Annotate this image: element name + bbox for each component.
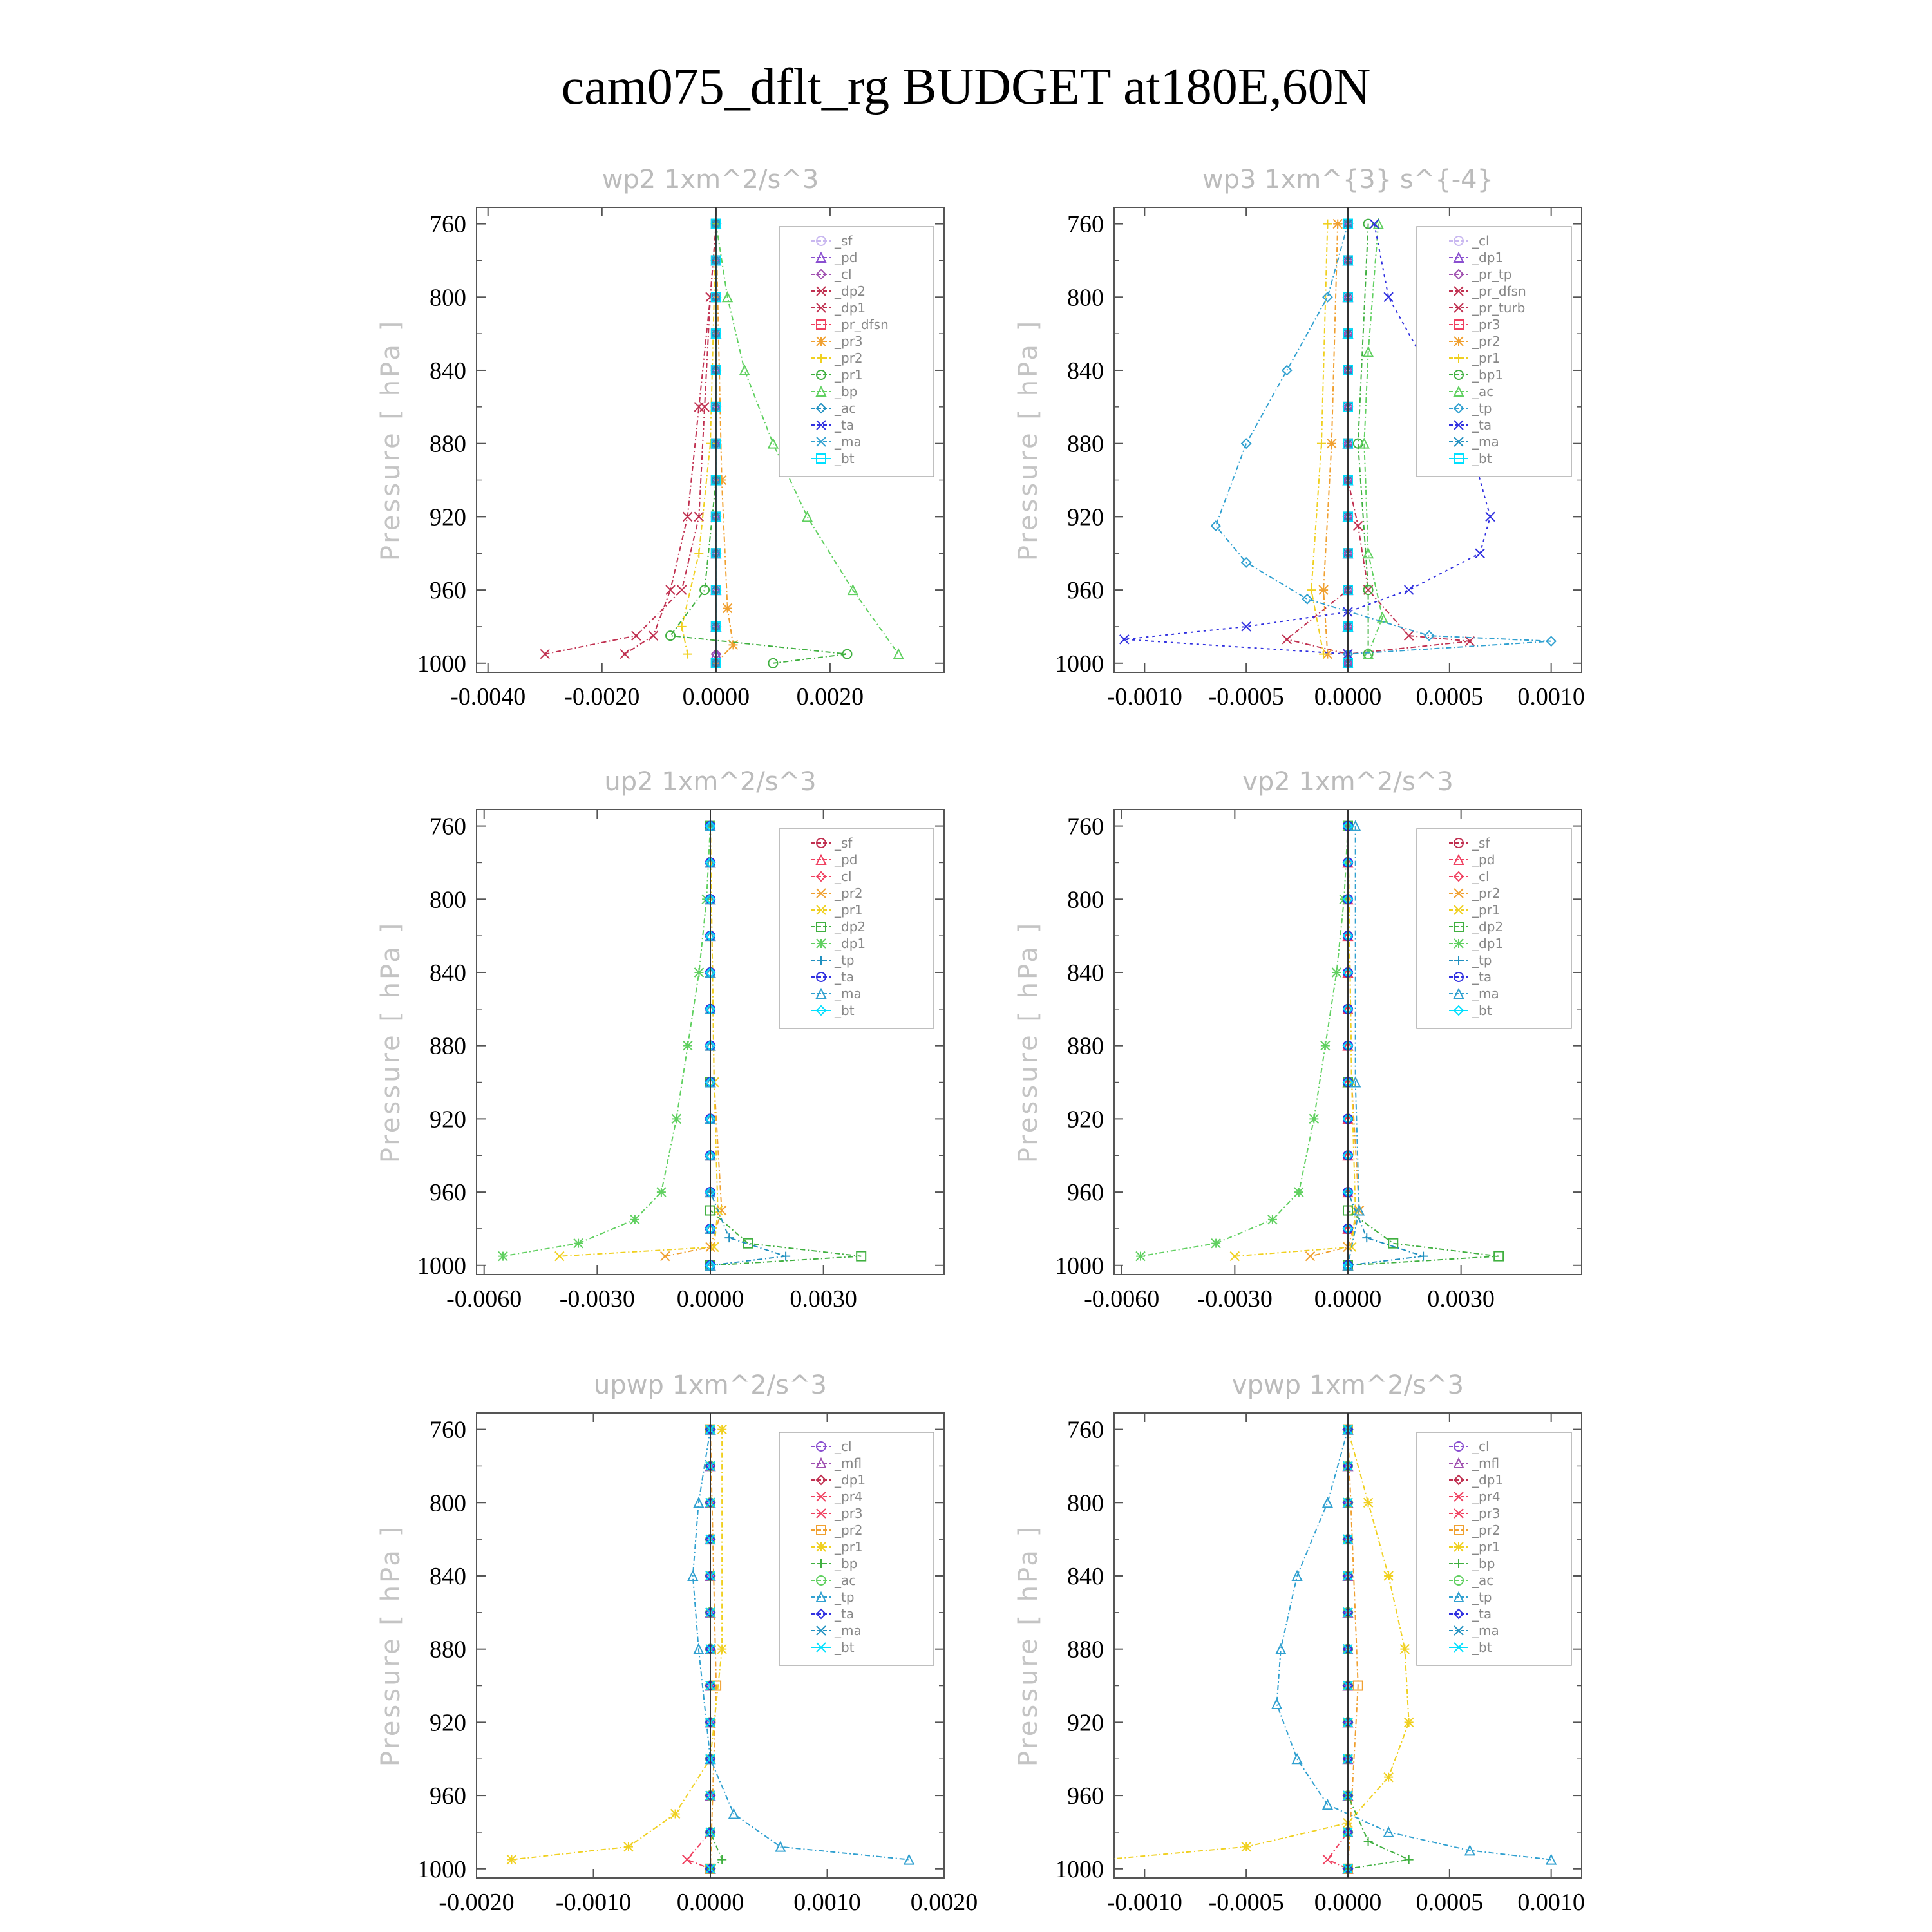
series-point xyxy=(1294,1188,1303,1197)
y-tick-label: 840 xyxy=(430,357,466,384)
legend-entry: _ac xyxy=(835,1573,857,1588)
series-point xyxy=(1321,1041,1330,1050)
series-point xyxy=(649,631,658,640)
legend-entry: _ac xyxy=(1472,384,1494,399)
x-tick-label: -0.0030 xyxy=(559,1285,635,1312)
legend-entry: _pd xyxy=(835,852,858,867)
legend-entry: _pr3 xyxy=(835,334,863,349)
series-point xyxy=(1136,1252,1145,1261)
legend-entry: _bt xyxy=(1472,1003,1492,1018)
x-tick-label: 0.0010 xyxy=(793,1889,861,1916)
y-tick-label: 760 xyxy=(430,813,466,840)
series-point xyxy=(1475,549,1484,558)
series-point xyxy=(694,968,703,977)
legend-marker xyxy=(1454,1542,1463,1551)
legend-entry: _cl xyxy=(835,869,852,884)
legend-entry: _sf xyxy=(835,233,853,249)
legend-entry: _dp1 xyxy=(1472,936,1504,951)
y-tick-label: 1000 xyxy=(1055,1252,1104,1280)
y-tick-label: 960 xyxy=(430,1783,466,1810)
series-line_bp xyxy=(1348,1430,1409,1869)
legend-entry: _pr_dfsn xyxy=(835,317,889,332)
series-point xyxy=(666,585,675,594)
series-point xyxy=(498,1252,507,1261)
series-point xyxy=(1282,366,1291,375)
series-point xyxy=(1305,1252,1314,1261)
legend-entry: _pr1 xyxy=(835,902,863,918)
legend-entry: _tp xyxy=(1472,1589,1492,1605)
y-tick-label: 800 xyxy=(1067,284,1104,312)
x-tick-label: -0.0010 xyxy=(1106,1889,1182,1916)
legend-entry: _pr1 xyxy=(835,1539,863,1555)
legend-marker xyxy=(817,1542,826,1551)
y-tick-label: 1000 xyxy=(1055,1855,1104,1883)
y-axis-label: Pressure [ hPa ] xyxy=(1014,318,1043,562)
y-axis-label: Pressure [ hPa ] xyxy=(376,920,406,1164)
series-point xyxy=(574,1239,583,1248)
y-tick-label: 1000 xyxy=(417,1252,466,1280)
series-point xyxy=(683,1041,692,1050)
x-tick-label: 0.0020 xyxy=(796,683,864,710)
chart-panel-1 xyxy=(376,165,944,710)
legend-marker xyxy=(1454,337,1463,346)
series-line_dp1 xyxy=(1141,826,1348,1256)
y-tick-label: 920 xyxy=(1067,1709,1104,1737)
legend-entry: _dp2 xyxy=(1472,919,1504,934)
legend-entry: _sf xyxy=(835,835,853,851)
series-line_dp1 xyxy=(503,826,710,1256)
legend-entry: _pr1 xyxy=(1472,902,1501,918)
legend-entry: _bt xyxy=(835,1003,855,1018)
series-point xyxy=(672,1114,681,1123)
chart-panel-3 xyxy=(376,767,944,1312)
x-tick-label: 0.0030 xyxy=(1427,1285,1495,1312)
series-line_pr_dfsn xyxy=(1287,224,1348,654)
series-line_pr1 xyxy=(1104,1430,1409,1860)
series-point xyxy=(1273,1700,1282,1709)
x-tick-label: 0.0005 xyxy=(1416,1889,1484,1916)
series-point xyxy=(1332,968,1341,977)
panel-title: wp2 1xm^2/s^3 xyxy=(601,165,819,194)
legend-entry: _pr2 xyxy=(1472,334,1501,349)
x-tick-label: 0.0030 xyxy=(790,1285,857,1312)
series-point xyxy=(1405,1855,1414,1864)
series-point xyxy=(1307,585,1316,594)
legend-entry: _ma xyxy=(1472,434,1499,450)
y-tick-label: 760 xyxy=(430,211,466,238)
y-tick-label: 800 xyxy=(430,284,466,312)
y-tick-label: 880 xyxy=(1067,1636,1104,1663)
legend-entry: _pr1 xyxy=(1472,350,1501,366)
series-point xyxy=(620,650,629,659)
legend-entry: _tp xyxy=(1472,401,1492,416)
legend-entry: _bp xyxy=(1472,1556,1495,1571)
y-tick-label: 760 xyxy=(1067,211,1104,238)
legend-entry: _bt xyxy=(1472,451,1492,466)
legend-entry: _dp2 xyxy=(835,919,866,934)
series-point xyxy=(740,366,749,375)
x-tick-label: 0.0010 xyxy=(1517,683,1585,710)
legend-entry: _cl xyxy=(835,267,852,282)
series-point xyxy=(1419,1252,1428,1261)
y-tick-label: 920 xyxy=(1067,504,1104,531)
series-point xyxy=(1323,1855,1332,1864)
legend-entry: _pd xyxy=(1472,852,1495,867)
legend-entry: _pr_turb xyxy=(1472,300,1526,316)
legend-entry: _bp xyxy=(835,384,858,399)
legend-marker xyxy=(817,939,826,948)
legend-entry: _ta xyxy=(835,417,855,433)
legend-entry: _tp xyxy=(835,952,855,968)
series-point xyxy=(894,650,903,659)
series-point xyxy=(624,1842,633,1852)
panel-title: upwp 1xm^2/s^3 xyxy=(594,1370,827,1400)
series-point xyxy=(632,631,641,640)
legend-entry: _ma xyxy=(1472,986,1499,1001)
y-tick-label: 920 xyxy=(1067,1106,1104,1133)
series-point xyxy=(671,1810,680,1819)
y-tick-label: 1000 xyxy=(417,650,466,677)
series-point xyxy=(1405,1718,1414,1727)
series-line_pr1 xyxy=(560,826,718,1256)
legend-entry: _pr2 xyxy=(1472,886,1501,901)
y-tick-label: 760 xyxy=(430,1416,466,1444)
y-tick-label: 880 xyxy=(430,1032,466,1060)
legend-entry: _sf xyxy=(1472,835,1490,851)
y-tick-label: 760 xyxy=(1067,1416,1104,1444)
legend-entry: _ac xyxy=(835,401,857,416)
chart-panel-4 xyxy=(1014,767,1582,1312)
legend-marker xyxy=(1454,939,1463,948)
series-point xyxy=(1323,292,1332,301)
y-tick-label: 920 xyxy=(430,1709,466,1737)
x-tick-label: -0.0060 xyxy=(446,1285,522,1312)
series-point xyxy=(1327,439,1336,448)
series-point xyxy=(1323,1498,1332,1507)
x-tick-label: 0.0000 xyxy=(682,683,750,710)
legend-entry: _dp2 xyxy=(835,283,866,299)
y-axis-label: Pressure [ hPa ] xyxy=(1014,1524,1043,1767)
legend-entry: _dp1 xyxy=(1472,250,1504,265)
legend-entry: _mfl xyxy=(1472,1455,1500,1471)
x-tick-label: 0.0000 xyxy=(1314,683,1382,710)
legend-entry: _pr1 xyxy=(835,367,863,383)
series-point xyxy=(1211,1239,1220,1248)
legend-entry: _tp xyxy=(835,1589,855,1605)
series-point xyxy=(683,1855,692,1864)
y-tick-label: 1000 xyxy=(417,1855,466,1883)
legend-entry: _cl xyxy=(835,1439,852,1454)
series-point xyxy=(1319,585,1328,594)
series-point xyxy=(717,1425,726,1434)
x-tick-label: 0.0000 xyxy=(1314,1889,1382,1916)
series-point xyxy=(1364,1498,1373,1507)
series-point xyxy=(507,1855,516,1864)
y-tick-label: 800 xyxy=(430,1490,466,1517)
legend-entry: _bp xyxy=(835,1556,858,1571)
y-tick-label: 960 xyxy=(430,577,466,605)
series-point xyxy=(1323,220,1332,229)
legend-entry: _ma xyxy=(835,434,862,450)
legend-entry: _pr4 xyxy=(835,1489,863,1504)
y-tick-label: 880 xyxy=(1067,1032,1104,1060)
x-tick-label: 0.0020 xyxy=(910,1889,978,1916)
legend-entry: _ta xyxy=(835,969,855,985)
series-point xyxy=(1242,1842,1251,1852)
legend-entry: _ma xyxy=(835,1623,862,1638)
series-point xyxy=(630,1215,639,1224)
series-point xyxy=(666,631,675,640)
y-tick-label: 880 xyxy=(430,1636,466,1663)
chart-panel-5 xyxy=(376,1370,978,1916)
series-point xyxy=(717,1645,726,1654)
y-tick-label: 840 xyxy=(430,959,466,987)
y-tick-label: 960 xyxy=(1067,1179,1104,1207)
y-tick-label: 840 xyxy=(1067,1562,1104,1590)
y-tick-label: 840 xyxy=(1067,959,1104,987)
series-point xyxy=(1362,1233,1371,1242)
series-point xyxy=(1317,439,1326,448)
x-tick-label: -0.0020 xyxy=(564,683,640,710)
series-point xyxy=(1384,1571,1393,1580)
legend-entry: _bt xyxy=(835,451,855,466)
x-tick-label: -0.0030 xyxy=(1197,1285,1273,1312)
legend-entry: _bp1 xyxy=(1472,367,1504,383)
legend-entry: _bt xyxy=(835,1640,855,1655)
series-point xyxy=(677,585,687,594)
series-point xyxy=(1405,585,1414,594)
panel-title: vpwp 1xm^2/s^3 xyxy=(1231,1370,1464,1400)
legend-entry: _pr2 xyxy=(835,350,863,366)
legend-entry: _ac xyxy=(1472,1573,1494,1588)
x-tick-label: 0.0010 xyxy=(1517,1889,1585,1916)
y-tick-label: 800 xyxy=(1067,1490,1104,1517)
series-point xyxy=(657,1188,666,1197)
series-point xyxy=(1268,1215,1277,1224)
y-tick-label: 800 xyxy=(1067,886,1104,914)
x-tick-label: 0.0000 xyxy=(676,1285,744,1312)
x-tick-label: -0.0005 xyxy=(1208,683,1284,710)
legend-entry: _pr1 xyxy=(1472,1539,1501,1555)
y-tick-label: 920 xyxy=(430,504,466,531)
panel-title: wp3 1xm^{3} s^{-4} xyxy=(1202,165,1494,194)
series-point xyxy=(1400,1645,1409,1654)
series-point xyxy=(1333,220,1342,229)
x-tick-label: 0.0000 xyxy=(1314,1285,1382,1312)
legend-entry: _cl xyxy=(1472,869,1490,884)
legend-entry: _ta xyxy=(1472,969,1492,985)
series-line_pr1 xyxy=(512,1430,723,1860)
legend-entry: _dp1 xyxy=(835,936,866,951)
legend-entry: _dp1 xyxy=(835,300,866,316)
y-tick-label: 960 xyxy=(430,1179,466,1207)
series-point xyxy=(1364,1837,1373,1846)
x-tick-label: -0.0060 xyxy=(1084,1285,1160,1312)
legend-entry: _mfl xyxy=(835,1455,862,1471)
legend-entry: _ta xyxy=(835,1606,855,1622)
legend-entry: _pr4 xyxy=(1472,1489,1501,1504)
series-point xyxy=(1384,1773,1393,1782)
series-line_pr4 xyxy=(1327,1430,1348,1869)
y-tick-label: 760 xyxy=(1067,813,1104,840)
series-point xyxy=(724,1233,734,1242)
legend-entry: _ta xyxy=(1472,1606,1492,1622)
x-tick-label: 0.0005 xyxy=(1416,683,1484,710)
y-tick-label: 960 xyxy=(1067,577,1104,605)
page-title: cam075_dflt_rg BUDGET at180E,60N xyxy=(561,59,1371,115)
legend-entry: _bt xyxy=(1472,1640,1492,1655)
chart-panel-6 xyxy=(1014,1370,1585,1916)
legend-entry: _tp xyxy=(1472,952,1492,968)
series-point xyxy=(677,622,687,631)
series-point xyxy=(723,604,732,613)
y-tick-label: 800 xyxy=(430,886,466,914)
legend-entry: _pd xyxy=(835,250,858,265)
y-tick-label: 840 xyxy=(1067,357,1104,384)
x-tick-label: -0.0010 xyxy=(1106,683,1182,710)
y-axis-label: Pressure [ hPa ] xyxy=(376,318,406,562)
legend-entry: _pr_tp xyxy=(1472,267,1512,282)
series-point xyxy=(768,439,777,448)
x-tick-label: -0.0040 xyxy=(450,683,526,710)
legend-entry: _ma xyxy=(1472,1623,1499,1638)
series-point xyxy=(683,650,692,659)
legend-entry: _ta xyxy=(1472,417,1492,433)
y-tick-label: 880 xyxy=(1067,430,1104,458)
x-tick-label: -0.0005 xyxy=(1208,1889,1284,1916)
x-tick-label: -0.0020 xyxy=(439,1889,515,1916)
legend-entry: _pr3 xyxy=(835,1506,863,1521)
series-point xyxy=(1319,650,1328,659)
series-point xyxy=(803,512,812,521)
series-point xyxy=(1303,594,1312,603)
legend-entry: _pr2 xyxy=(835,886,863,901)
legend-entry: _pr2 xyxy=(835,1522,863,1538)
panel-title: up2 1xm^2/s^3 xyxy=(604,767,817,797)
y-tick-label: 880 xyxy=(430,430,466,458)
series-point xyxy=(1211,522,1220,531)
series-point xyxy=(1486,512,1495,521)
legend-entry: _cl xyxy=(1472,1439,1490,1454)
legend-entry: _dp1 xyxy=(1472,1472,1504,1488)
legend-entry: _pr_dfsn xyxy=(1472,283,1526,299)
series-point xyxy=(694,549,703,558)
series-point xyxy=(781,1252,790,1261)
legend-entry: _dp1 xyxy=(835,1472,866,1488)
legend-entry: _cl xyxy=(1472,233,1490,249)
legend-entry: _pr3 xyxy=(1472,317,1501,332)
panel-title: vp2 1xm^2/s^3 xyxy=(1242,767,1454,797)
series-point xyxy=(1282,635,1291,644)
legend-marker xyxy=(817,337,826,346)
chart-panel-2 xyxy=(1014,165,1585,710)
series-point xyxy=(905,1855,914,1864)
legend-entry: _ma xyxy=(835,986,862,1001)
x-tick-label: 0.0000 xyxy=(676,1889,744,1916)
y-tick-label: 1000 xyxy=(1055,650,1104,677)
legend-entry: _pr3 xyxy=(1472,1506,1501,1521)
y-tick-label: 920 xyxy=(430,1106,466,1133)
y-tick-label: 960 xyxy=(1067,1783,1104,1810)
x-tick-label: -0.0010 xyxy=(555,1889,632,1916)
legend-entry: _pr2 xyxy=(1472,1522,1501,1538)
y-axis-label: Pressure [ hPa ] xyxy=(376,1524,406,1767)
y-tick-label: 840 xyxy=(430,1562,466,1590)
series-point xyxy=(1309,1114,1318,1123)
y-axis-label: Pressure [ hPa ] xyxy=(1014,920,1043,1164)
